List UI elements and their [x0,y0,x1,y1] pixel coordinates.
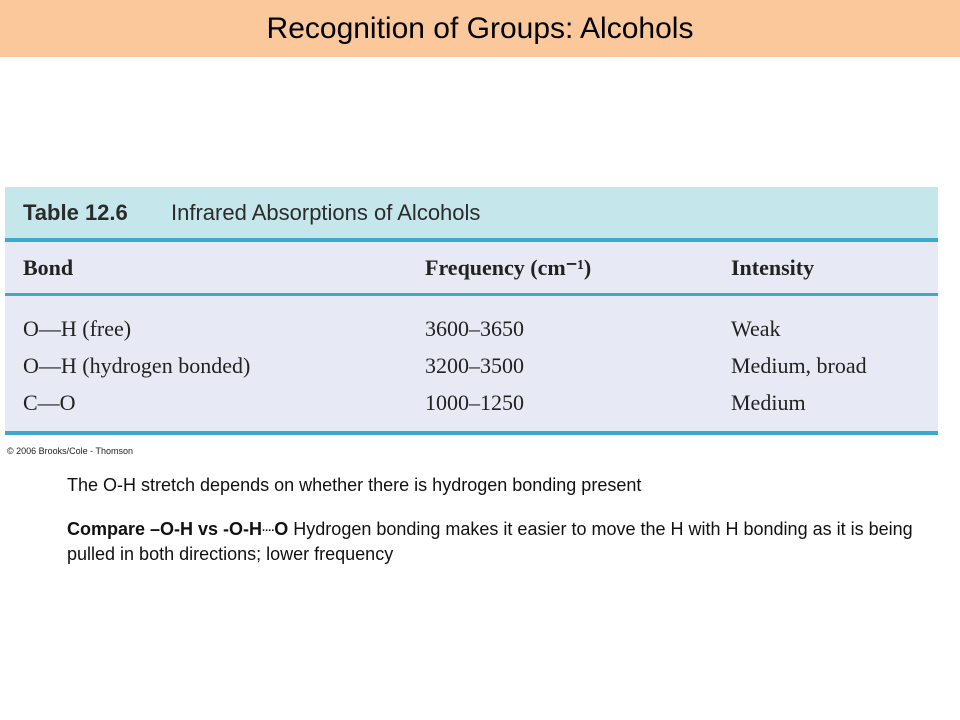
cell-intensity: Medium [731,389,806,415]
table-header-row [5,242,938,293]
compare-explanation: Hydrogen bonding makes it easier to move the H with H bonding as it is being pulled in both directions; lower frequency [67,519,913,564]
table-row [5,347,938,384]
ir-table [5,187,938,435]
table-body [5,296,938,421]
cell-frequency: 3200–3500 [425,352,524,378]
compare-label: Compare –O-H vs -O-H [67,519,263,539]
table-row [5,310,938,347]
cell-bond: O—H (hydrogen bonded) [23,352,251,378]
header-frequency: Frequency (cm⁻¹) [425,254,592,280]
text-compare [67,516,927,567]
hbond-dots: .... [262,522,275,534]
cell-frequency: 1000–1250 [425,389,524,415]
header-bond: Bond [23,254,74,280]
copyright-note: © 2006 Brooks/Cole - Thomson [7,446,134,456]
text-line-hbond: The O-H stretch depends on whether there is hydrogen bonding present [67,475,642,495]
cell-bond: O—H (free) [23,315,132,341]
table-number: Table 12.6 [23,199,128,225]
header-intensity: Intensity [731,254,815,280]
table-caption [5,187,938,238]
title-bar [0,0,960,57]
cell-frequency: 3600–3650 [425,315,524,341]
table-row [5,384,938,421]
table-caption-text: Infrared Absorptions of Alcohols [171,199,481,225]
cell-intensity: Medium, broad [731,352,867,378]
slide-title: Recognition of Groups: Alcohols [266,11,694,45]
cell-bond: C—O [23,389,76,415]
cell-intensity: Weak [731,315,781,341]
table-rule-bottom [5,431,938,435]
compare-oxygen: O [274,519,289,539]
